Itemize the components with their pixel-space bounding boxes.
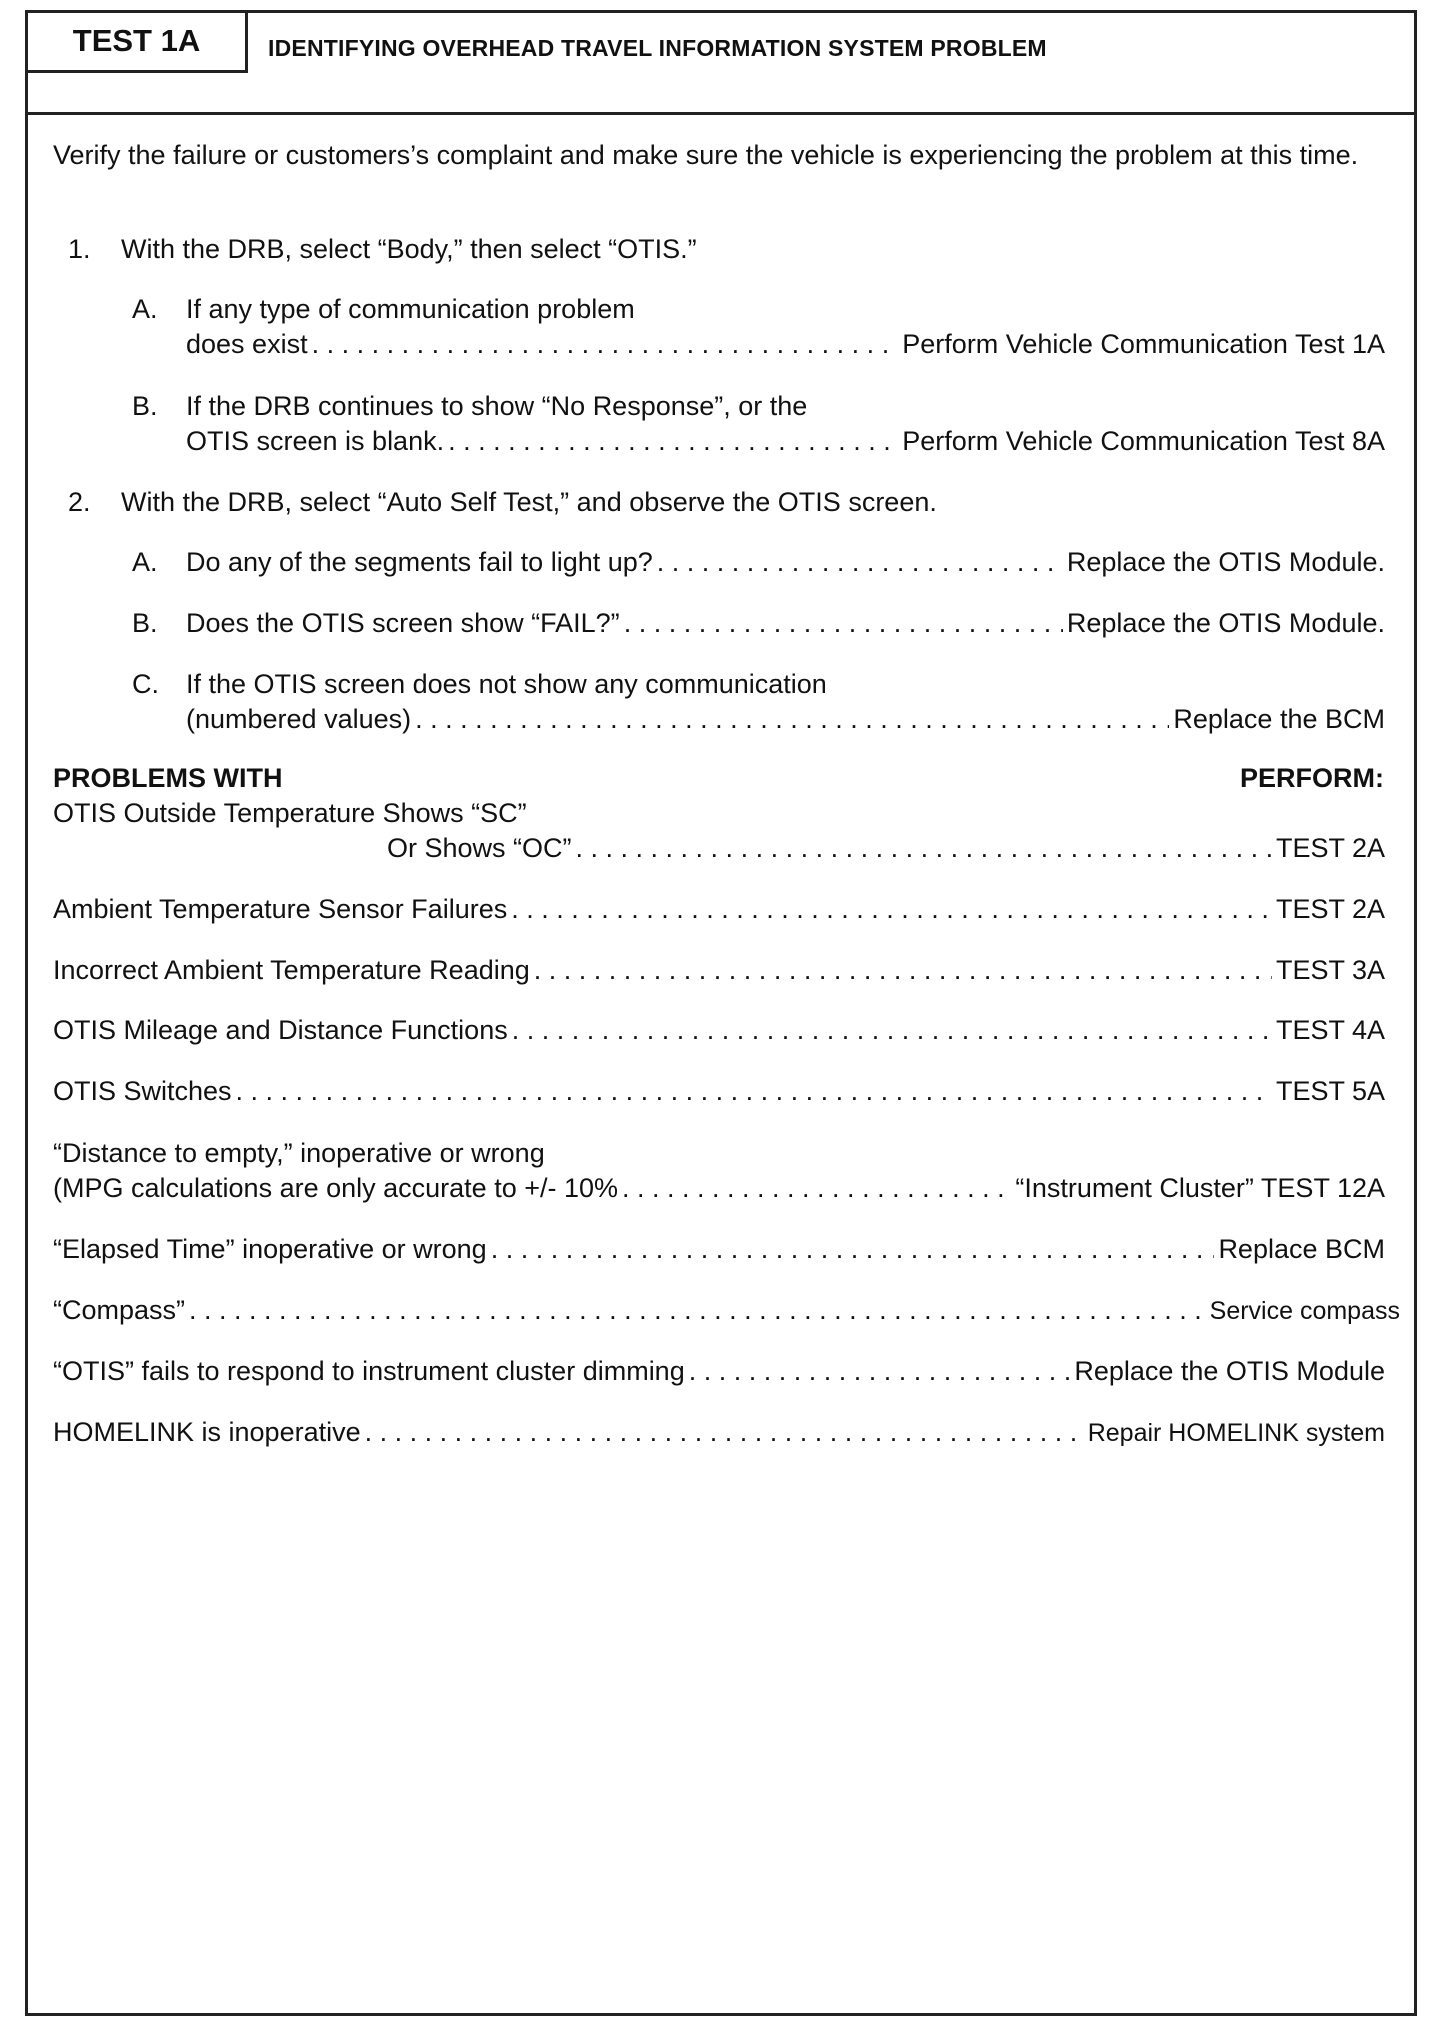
step-2a-letter: A.	[132, 547, 158, 577]
problem-row	[53, 1232, 1385, 1266]
problem-row	[53, 953, 1385, 987]
problem-1-line1: OTIS Outside Temperature Shows “SC”	[53, 798, 527, 828]
problem-row	[53, 1074, 1385, 1108]
perform-heading: PERFORM:	[1240, 763, 1384, 793]
problem-action: TEST 2A	[1275, 894, 1385, 924]
leader-dots	[415, 702, 1169, 736]
step-2c-leader	[186, 702, 1385, 736]
problem-label: “Elapsed Time” inoperative or wrong	[53, 1234, 487, 1264]
leader-dots	[689, 1354, 1071, 1388]
leader-dots	[189, 1293, 1206, 1327]
problem-action: Replace the OTIS Module	[1074, 1356, 1385, 1386]
step-1b-leader	[186, 424, 1385, 458]
problems-with-heading: PROBLEMS WITH	[53, 763, 283, 793]
step-1a-leader	[186, 327, 1385, 361]
step-2b-condition: Does the OTIS screen show “FAIL?”	[186, 608, 620, 638]
leader-dots	[365, 1415, 1084, 1449]
problem-label: Incorrect Ambient Temperature Reading	[53, 955, 530, 985]
page-frame	[25, 10, 1417, 2016]
problem-action: TEST 2A	[1275, 833, 1385, 863]
step-1-number: 1.	[68, 234, 91, 264]
problem-label: (MPG calculations are only accurate to +/- 10%	[53, 1173, 619, 1203]
problem-row	[53, 1171, 1385, 1205]
leader-dots	[534, 953, 1272, 987]
problem-label: Or Shows “OC”	[387, 833, 572, 863]
step-1a-line1: If any type of communication problem	[186, 294, 635, 324]
step-2a-condition: Do any of the segments fail to light up?	[186, 547, 653, 577]
step-2b-action: Replace the OTIS Module.	[1066, 608, 1385, 638]
problem-row	[53, 892, 1385, 926]
leader-dots	[491, 1232, 1215, 1266]
step-2c-action: Replace the BCM	[1173, 704, 1385, 734]
test-header	[28, 13, 1414, 115]
problem-row	[53, 1293, 1400, 1328]
problem-row	[53, 1013, 1385, 1047]
leader-dots	[511, 892, 1272, 926]
step-1b-line1: If the DRB continues to show “No Response”, or the	[186, 391, 808, 421]
leader-dots	[576, 831, 1272, 865]
problem-action: TEST 3A	[1275, 955, 1385, 985]
problem-action: TEST 4A	[1275, 1015, 1385, 1045]
step-2a-action: Replace the OTIS Module.	[1066, 547, 1385, 577]
problem-label: HOMELINK is inoperative	[53, 1417, 361, 1447]
test-id-box: TEST 1A	[28, 13, 248, 73]
step-1b-letter: B.	[132, 391, 158, 421]
leader-dots	[624, 606, 1063, 640]
step-2b-leader	[186, 606, 1385, 640]
problem-label: Ambient Temperature Sensor Failures	[53, 894, 508, 924]
step-2b-letter: B.	[132, 608, 158, 638]
problem-action: Replace BCM	[1218, 1234, 1385, 1264]
step-2-text: With the DRB, select “Auto Self Test,” and observe the OTIS screen.	[121, 487, 937, 517]
step-2-number: 2.	[68, 487, 91, 517]
leader-dots	[657, 545, 1063, 579]
leader-dots	[236, 1074, 1272, 1108]
step-1-text: With the DRB, select “Body,” then select “OTIS.”	[121, 234, 697, 264]
problem-label: OTIS Switches	[53, 1076, 232, 1106]
problem-action: “Instrument Cluster” TEST 12A	[1015, 1173, 1385, 1203]
step-1a-letter: A.	[132, 294, 158, 324]
leader-dots	[512, 1013, 1272, 1047]
problem-6-line1: “Distance to empty,” inoperative or wrong	[53, 1138, 545, 1168]
step-1a-condition: does exist	[186, 329, 308, 359]
problem-action: TEST 5A	[1275, 1076, 1385, 1106]
intro-paragraph: Verify the failure or customers’s complaint and make sure the vehicle is experiencing the problem at this time.	[53, 140, 1359, 170]
step-2c-condition: (numbered values)	[186, 704, 412, 734]
problem-row	[53, 1354, 1385, 1388]
step-2a-leader	[186, 545, 1385, 579]
problem-label: “Compass”	[53, 1295, 186, 1325]
problem-row	[53, 1415, 1385, 1450]
problem-action: Service compass	[1209, 1297, 1400, 1325]
problem-label: OTIS Mileage and Distance Functions	[53, 1015, 508, 1045]
step-2c-line1: If the OTIS screen does not show any communication	[186, 669, 827, 699]
leader-dots	[312, 327, 899, 361]
problem-action: Repair HOMELINK system	[1087, 1419, 1385, 1447]
leader-dots	[448, 424, 898, 458]
problem-label: “OTIS” fails to respond to instrument cluster dimming	[53, 1356, 685, 1386]
step-1b-action: Perform Vehicle Communication Test 8A	[902, 426, 1385, 456]
test-title: IDENTIFYING OVERHEAD TRAVEL INFORMATION SYSTEM PROBLEM	[268, 35, 1047, 61]
step-2c-letter: C.	[132, 669, 159, 699]
leader-dots	[622, 1171, 1011, 1205]
step-1a-action: Perform Vehicle Communication Test 1A	[902, 329, 1385, 359]
step-1b-condition: OTIS screen is blank.	[186, 426, 445, 456]
problem-row	[387, 831, 1385, 865]
